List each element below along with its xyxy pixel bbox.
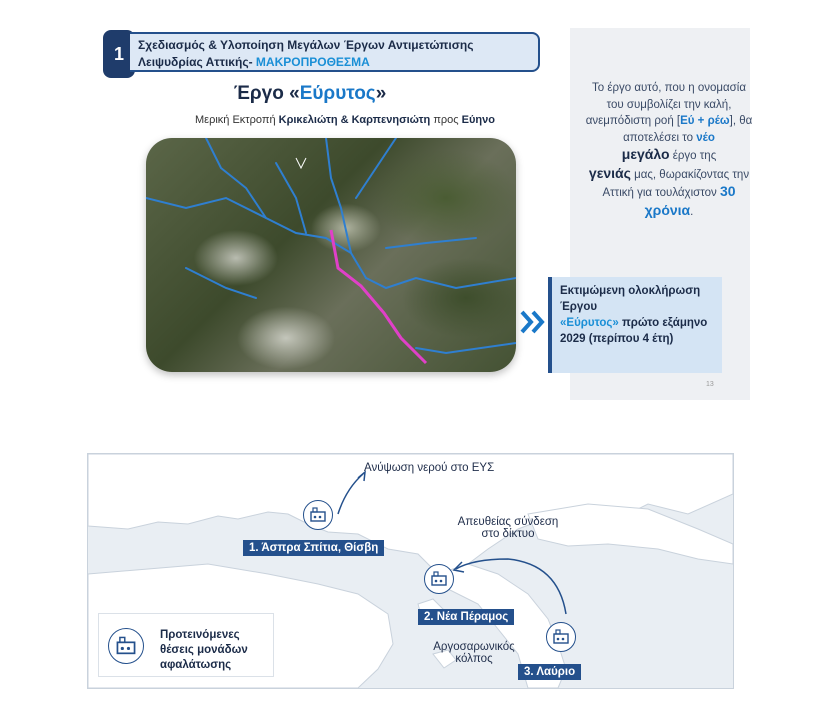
site-tag-aspra-spitia: 1. Άσπρα Σπίτια, Θίσβη [243,540,384,556]
header-line-1: Σχεδιασμός & Υλοποίηση Μεγάλων Έργων Αντιμετώπισης [138,38,474,52]
desc-part-1: Το έργο αυτό, που η ονομασία του συμβολίζει την καλή, ανεμπόδιστη ροή [ [585,82,746,127]
project-title-prefix: Έργο « [233,83,300,104]
legend-desalination-icon [108,628,144,664]
completion-project-name: «Εύρυτος» [560,317,619,329]
desc-new: νέο [696,131,715,144]
subtitle-destination: Εύηνο [461,114,495,126]
completion-line-1: Εκτιμώμενη ολοκλήρωση Έργου [560,285,701,313]
desc-etymology: Εύ + ρέω [680,115,730,127]
desalination-plant-icon [424,564,454,594]
project-title-suffix: » [375,83,387,104]
desc-years-word: χρόνια [644,201,691,218]
satellite-image [146,138,516,372]
legend-label: Προτεινόμενες θέσεις μονάδων αφαλάτωσης [160,629,248,671]
desc-years-number: 30 [719,183,736,199]
site-tag-lavrio: 3. Λαύριο [518,664,581,680]
header-line-2-text: Λειψυδρίας Αττικής- [138,55,256,69]
desalination-plant-icon [546,622,576,652]
completion-line-2: πρώτο εξάμηνο 2029 (περίπου 4 έτη) [560,317,708,345]
project-title [200,83,420,105]
desc-part-3: έργο της [669,150,717,162]
desc-part-5: . [690,205,694,218]
description-text [584,80,754,220]
subtitle-river-2: Καρπενησιώτη [351,114,431,126]
label-argosaronic-gulf: Αργοσαρωνικός κόλπος [433,641,515,665]
subtitle-middle: προς [430,114,462,126]
chevron-right-icon [519,307,549,337]
label-water-uplift: Ανύψωση νερού στο ΕΥΣ [364,462,495,474]
subtitle-river-1: Κρικελιώτη [278,114,338,126]
subtitle-ampersand: & [337,114,352,126]
slide-header [130,32,540,72]
river-network-overlay [146,138,516,372]
desc-part-2: ], θα αποτελέσει το [623,115,753,144]
page-number: 13 [706,381,714,388]
section-number: 1 [113,43,124,64]
project-subtitle [145,114,545,126]
subtitle-prefix: Μερική Εκτροπή [195,114,279,126]
label-direct-grid: Απευθείας σύνδεση στο δίκτυο [457,516,559,540]
desc-part-4: μας, θωρακίζοντας την Αττική για τουλάχιστον [602,168,750,199]
project-name: Εύρυτος [299,83,376,104]
header-term-label: ΜΑΚΡΟΠΡΟΘΕΣΜΑ [255,55,370,69]
desc-big: μεγάλο [621,146,670,162]
desc-generation: γενιάς [588,164,631,181]
completion-estimate-box [548,277,722,373]
site-tag-nea-peramos: 2. Νέα Πέραμος [418,609,514,625]
header-line-2 [138,54,538,71]
desalination-plant-icon [303,500,333,530]
